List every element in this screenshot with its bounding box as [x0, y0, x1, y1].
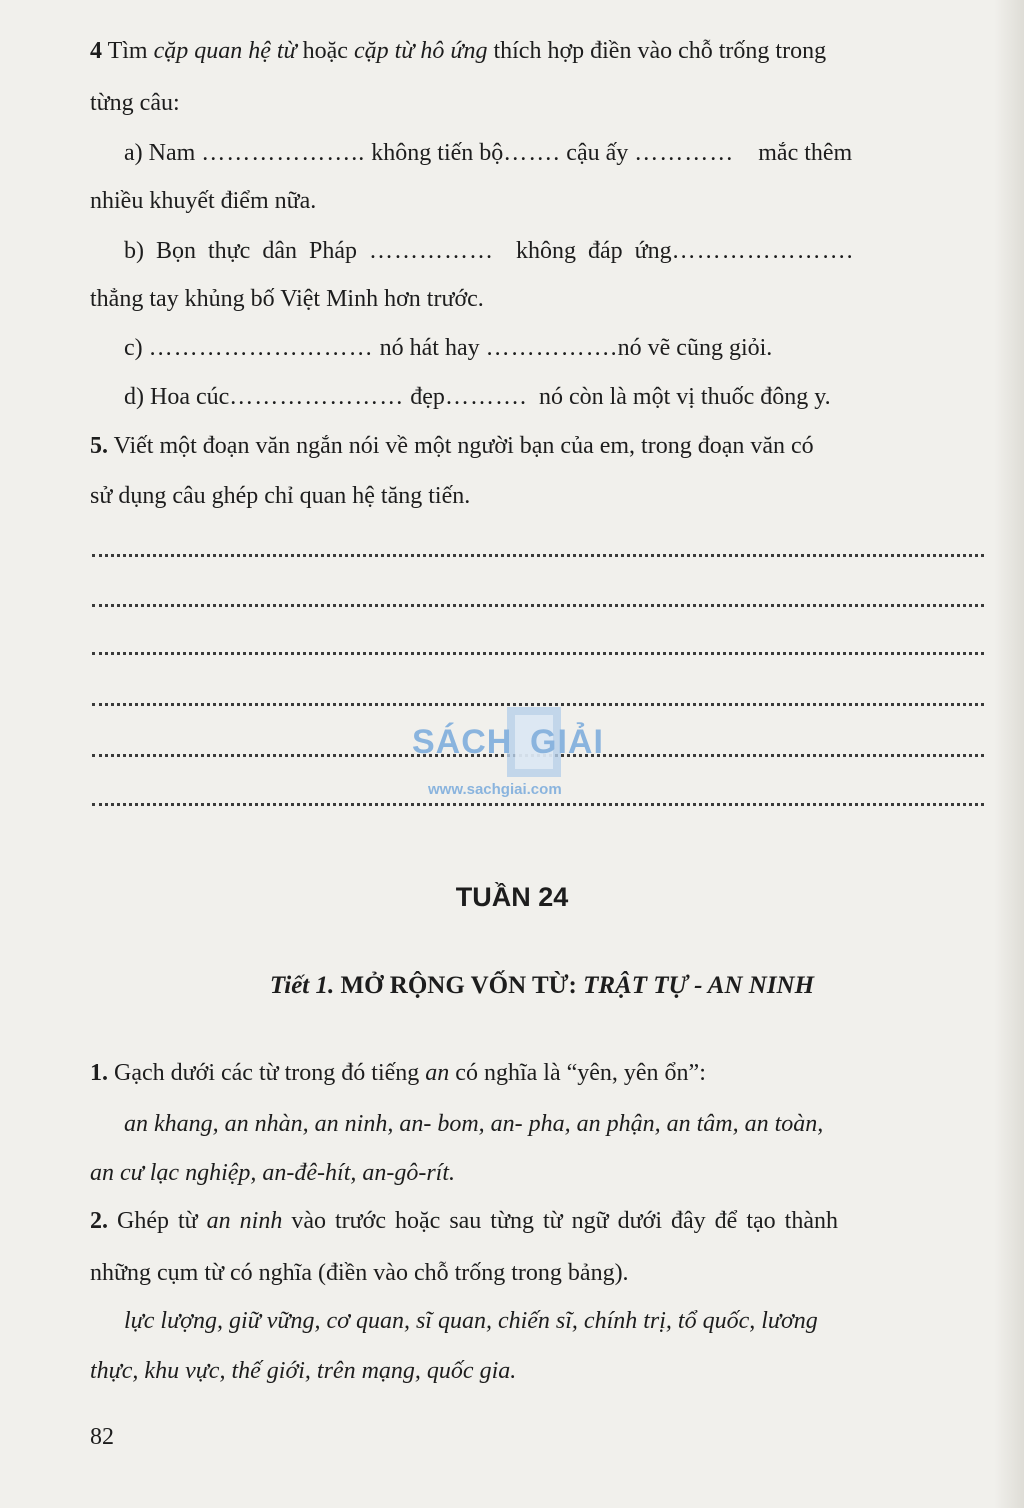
page-number: 82 — [90, 1424, 114, 1450]
exercise-4a-line1: a) Nam ……………….. không tiến bộ……. cậu ấy ………… mắc thêm — [124, 140, 853, 166]
scan-edge-shading — [994, 0, 1024, 1508]
exercise-5-prompt: 5. Viết một đoạn văn ngắn nói về một người bạn của em, trong đoạn văn có — [90, 433, 814, 459]
answer-line[interactable] — [92, 648, 984, 655]
week-title: TUẦN 24 — [455, 882, 569, 912]
exercise-4d: d) Hoa cúc………………… đẹp………. nó còn là một vị thuốc đông y. — [124, 384, 831, 410]
answer-line[interactable] — [92, 550, 984, 557]
exercise-2-words: lực lượng, giữ vững, cơ quan, sĩ quan, chiến sĩ, chính trị, tổ quốc, lương — [124, 1308, 818, 1334]
exercise-4b-line2: thẳng tay khủng bố Việt Minh hơn trước. — [90, 286, 484, 312]
answer-line[interactable] — [92, 799, 984, 806]
exercise-4a-line2: nhiều khuyết điểm nữa. — [90, 188, 317, 214]
exercise-2-words-cont: thực, khu vực, thế giới, trên mạng, quốc gia. — [90, 1358, 517, 1384]
sachgiai-watermark: SÁCH GIẢI www.sachgiai.com — [410, 705, 620, 800]
exercise-5-prompt-cont: sử dụng câu ghép chỉ quan hệ tăng tiến. — [90, 483, 471, 509]
exercise-1-words: an khang, an nhàn, an ninh, an- bom, an- pha, an phận, an tâm, an toàn, — [124, 1111, 824, 1137]
exercise-4-prompt-cont: từng câu: — [90, 90, 180, 116]
exercise-2-prompt-cont: những cụm từ có nghĩa (điền vào chỗ trống trong bảng). — [90, 1260, 629, 1286]
exercise-4b-line1: b) Bọn thực dân Pháp …………… không đáp ứng…………………. — [124, 238, 854, 264]
exercise-1-prompt: 1. Gạch dưới các từ trong đó tiếng an có nghĩa là “yên, yên ổn”: — [90, 1060, 706, 1086]
exercise-4c: c) ……………………… nó hát hay …………….nó vẽ cũng giỏi. — [124, 335, 773, 361]
exercise-2-prompt: 2. Ghép từ an ninh vào trước hoặc sau từng từ ngữ dưới đây để tạo thành — [90, 1208, 838, 1234]
lesson-title: Tiết 1. MỞ RỘNG VỐN TỪ: TRẬT TỰ - AN NINH — [269, 972, 815, 999]
answer-line[interactable] — [92, 600, 984, 607]
exercise-4-prompt: 4 Tìm cặp quan hệ từ hoặc cặp từ hô ứng thích hợp điền vào chỗ trống trong — [90, 38, 827, 64]
exercise-1-words-cont: an cư lạc nghiệp, an-đê-hít, an-gô-rít. — [90, 1160, 456, 1186]
